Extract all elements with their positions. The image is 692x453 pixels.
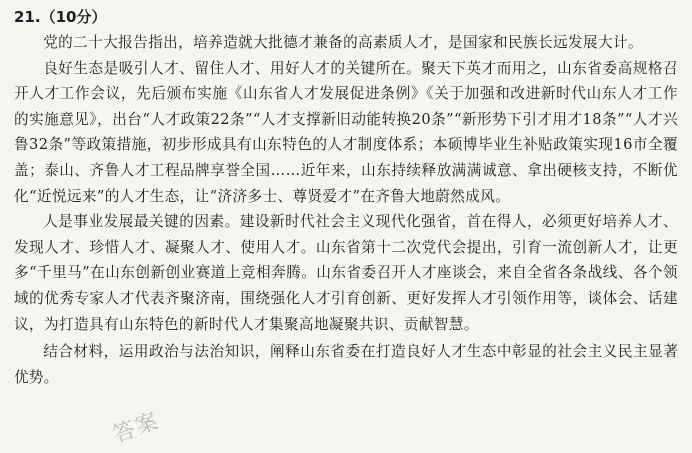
question-points: （10分）	[40, 8, 107, 26]
material-paragraph-2: 良好生态是吸引人才、留住人才、用好人才的关键所在。聚天下英才而用之，山东省委高规格召开人才工作会议，先后颁布实施《山东省人才发展促进条例》《关于加强和改进新时代山东人才工作的实施意见》，出台“人才政策22条”“人才支撑新旧动能转换20条”“新形势下引才用才18条”“人才兴鲁32条”等政策措施，初步形成具有山东特色的人才制度体系；本硕博毕业生补贴政策实现16市全覆盖；泰山、齐鲁人才工程品牌享誉全国……近年来，山东持续释放满满诚意、拿出硬核支持，不断优化“近悦远来”的人才生态，让“济济多士、尊贤爱才”在齐鲁大地蔚然成风。	[14, 59, 678, 205]
material-paragraph-1: 党的二十大报告指出，培养造就大批德才兼备的高素质人才，是国家和民族长远发展大计。	[43, 34, 643, 51]
watermark: 答案	[109, 408, 164, 449]
question-number: 21.	[14, 8, 41, 26]
question-task: 结合材料，运用政治与法治知识，阐释山东省委在打造良好人才生态中彰显的社会主义民主显著优势。	[14, 343, 678, 386]
question-header	[14, 6, 678, 28]
material-paragraph-3: 人是事业发展最关键的因素。建设新时代社会主义现代化强省，首在得人，必须更好培养人才、发现人才、珍惜人才、凝聚人才、使用人才。山东省第十二次党代会提出，引育一流创新人才，让更多“千里马”在山东创新创业赛道上竞相奔腾。山东省委召开人才座谈会，来自全省各条战线、各个领域的优秀专家人才代表齐聚济南，围绕强化人才引育创新、更好发挥人才引领作用等，谈体会、话建议，为打造具有山东特色的新时代人才集聚高地凝聚共识、贡献智慧。	[14, 213, 678, 333]
